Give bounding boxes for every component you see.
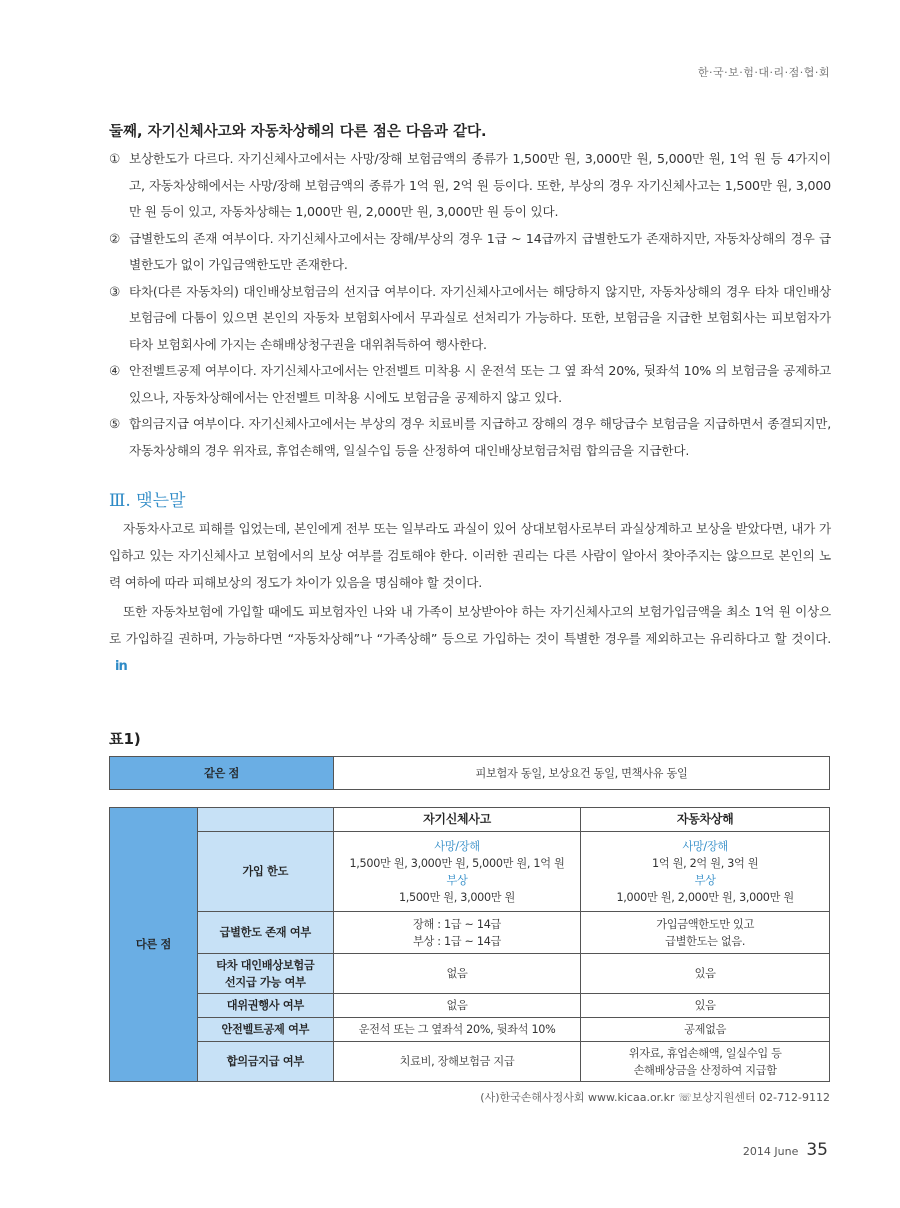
table-caption: 표1) [109,730,141,748]
death-label: 사망/장해 [682,839,728,853]
death-values: 1,500만 원, 3,000만 원, 5,000만 원, 1억 원 [349,856,565,870]
cell-line: 가입금액한도만 있고 [656,917,755,931]
cell-line: 위자료, 휴업손해액, 일실수입 등 [628,1046,782,1060]
col-header-self-injury: 자기신체사고 [333,808,581,832]
limit-auto-cell [581,832,830,912]
death-label: 사망/장해 [434,839,480,853]
advance-self-cell: 없음 [333,954,581,994]
injury-label: 부상 [446,873,468,887]
section-intro: 둘째, 자기신체사고와 자동차상해의 다른 점은 다음과 같다. [109,124,487,140]
cell-line: 급별한도는 없음. [665,934,746,948]
page-footer [743,1140,828,1160]
row-label-seatbelt: 안전벨트공제 여부 [197,1018,333,1042]
issue-date: 2014 June [742,1145,799,1158]
differences-group-label: 다른 점 [110,808,198,1082]
same-points-table [109,756,830,790]
limit-self-cell [333,832,581,912]
conclusion-paragraph: 자동차사고로 피해를 입었는데, 본인에게 전부 또는 일부라도 과실이 있어 상대보험사로부터 과실상계하고 보상을 받았다면, 내가 가입하고 있는 자기신체사고 보험에서의 보상 여부를 검토해야 한다. 이러한 권리는 다른 사람이 알아서 찾아주지는 않으므로 본인의 노력 여하에 따라 피해보상의 정도가 차이가 있음을 명심해야 할 것이다. [109,521,831,590]
running-head: 한·국·보·험·대·리·점·협·회 [697,66,830,79]
list-text: 합의금지급 여부이다. 자기신체사고에서는 부상의 경우 치료비를 지급하고 장해의 경우 해당급수 보험금을 지급하면서 종결되지만, 자동차상해의 경우 위자료, 휴업손해액, 일실수입 등을 산정하여 대인배상보험금처럼 합의금을 지급한다. [129,416,831,458]
cell-line: 타차 대인배상보험금 [216,958,315,972]
same-points-label: 같은 점 [110,757,334,790]
cell-line: 손해배상금을 산정하여 지급함 [633,1063,777,1077]
list-marker: ① [109,151,121,166]
difference-list [109,146,831,464]
death-values: 1억 원, 2억 원, 3억 원 [652,856,759,870]
list-text: 급별한도의 존재 여부이다. 자기신체사고에서는 장해/부상의 경우 1급 ~ 14급까지 급별한도가 존재하지만, 자동차상해의 경우 급별한도가 없이 가입금액한도만 존재한다. [129,230,831,272]
list-text: 타차(다른 자동차의) 대인배상보험금의 선지급 여부이다. 자기신체사고에서는 해당하지 않지만, 자동차상해의 경우 타차 대인배상보험금에 다툼이 있으면 본인의 자동차 보험회사에서 무과실로 선처리가 가능하다. 또한, 보험금을 지급한 보험회사는 피보험자가 타차 보험회사에 가지는 손해배상청구권을 대위취득하여 행사한다. [129,283,831,352]
settlement-auto-cell [581,1042,830,1082]
injury-values: 1,500만 원, 3,000만 원 [398,890,516,904]
paragraph-text: 또한 자동차보험에 가입할 때에도 피보험자인 나와 내 가족이 보상받아야 하는 자기신체사고의 보험가입금액을 최소 1억 원 이상으로 가입하길 권하며, 가능하다면 “자동차상해”나 “가족상해” 등으로 가입하는 것이 특별한 경우를 제외하고는 유리하다고 할 것이다. [109,604,831,646]
article-body [109,120,831,680]
table-row [110,757,830,790]
injury-label: 부상 [694,873,716,887]
corner-cell [197,808,333,832]
table-row [110,994,830,1018]
source-note: (사)한국손해사정사회 www.kicaa.or.kr ☏보상지원센터 02-712-9112 [480,1091,830,1104]
cell-line: 선지급 가능 여부 [224,975,306,989]
table-row [110,808,830,832]
seatbelt-auto-cell: 공제없음 [581,1018,830,1042]
list-item [109,358,831,411]
grade-auto-cell [581,912,830,954]
same-points-value: 피보험자 동일, 보상요건 동일, 면책사유 동일 [334,757,830,790]
table-row [110,832,830,912]
table-row [110,1018,830,1042]
list-item [109,226,831,279]
row-label-grade: 급별한도 존재 여부 [197,912,333,954]
conclusion-paragraph [109,598,831,680]
list-marker: ② [109,230,121,246]
page-number: 35 [806,1140,828,1160]
conclusion-heading: Ⅲ. 맺는말 [109,491,186,511]
row-label-advance [197,954,333,994]
settlement-self-cell: 치료비, 장해보험금 지급 [333,1042,581,1082]
row-label-settlement: 합의금지급 여부 [197,1042,333,1082]
table-row [110,954,830,994]
list-item [109,411,831,464]
list-item [109,279,831,359]
list-marker: ③ [109,283,121,299]
cell-line: 부상 : 1급 ~ 14급 [412,934,502,948]
end-mark-icon: in [115,659,127,674]
subrogation-self-cell: 없음 [333,994,581,1018]
list-marker: ④ [109,363,121,378]
list-marker: ⑤ [109,416,121,431]
row-label-subrogation: 대위권행사 여부 [197,994,333,1018]
seatbelt-self-cell: 운전석 또는 그 옆좌석 20%, 뒷좌석 10% [333,1018,581,1042]
table-row [110,1042,830,1082]
list-item [109,146,831,226]
advance-auto-cell: 있음 [581,954,830,994]
injury-values: 1,000만 원, 2,000만 원, 3,000만 원 [616,890,794,904]
list-text: 보상한도가 다르다. 자기신체사고에서는 사망/장해 보험금액의 종류가 1,500만 원, 3,000만 원, 5,000만 원, 1억 원 등 4가지이고, 자동차상해에서는 사망/장해 보험금액의 종류가 1억 원, 2억 원 등이다. 또한, 부상의 경우 자기신체사고는 1,500만 원, 3,000만 원 등이 있고, 자동차상해는 1,000만 원, 2,000만 원, 3,000만 원 등이 있다. [129,151,831,219]
list-text: 안전벨트공제 여부이다. 자기신체사고에서는 안전벨트 미착용 시 운전석 또는 그 옆 좌석 20%, 뒷좌석 10% 의 보험금을 공제하고 있으나, 자동차상해에서는 안전벨트 미착용 시에도 보험금을 공제하지 않고 있다. [129,363,831,405]
grade-self-cell [333,912,581,954]
table-row [110,912,830,954]
col-header-auto-injury: 자동차상해 [581,808,830,832]
cell-line: 장해 : 1급 ~ 14급 [412,917,502,931]
subrogation-auto-cell: 있음 [581,994,830,1018]
row-label-limit: 가입 한도 [197,832,333,912]
differences-table [109,807,830,1082]
